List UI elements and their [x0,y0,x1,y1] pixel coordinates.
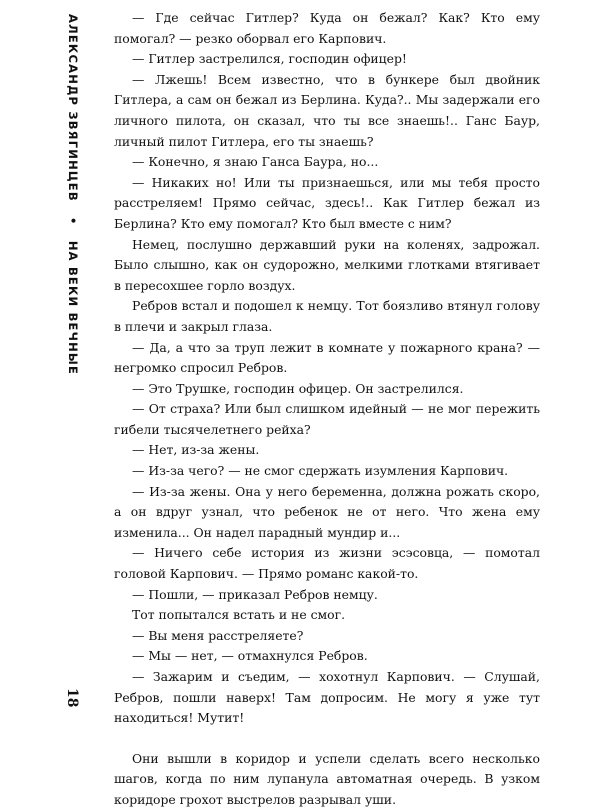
paragraph: — Конечно, я знаю Ганса Баура, но... [132,154,379,170]
paragraph: — Гитлер застрелился, господин офицер! [132,51,407,67]
running-head-title: НА ВЕКИ ВЕЧНЫЕ [66,240,80,376]
paragraph: — Никаких но! Или ты признаешься, или мы тебя просто расстреляем! Прямо сейчас, здесь!.. Как Гитлер бежал из Берлина? Кто ему помогал? Кто был вместе с ним? [114,174,540,231]
paragraph: — От страха? Или был слишком идейный — не мог пережить гибели тысячелетнего рейха? [114,401,540,437]
paragraph: — Да, а что за труп лежит в комнате у пожарного крана? — негромко спросил Ребров. [114,339,540,376]
paragraph: — Где сейчас Гитлер? Куда он бежал? Как? Кто ему помогал? — резко оборвал его Карпович. [114,10,540,46]
paragraph: — Вы меня расстреляете? [132,627,304,643]
paragraph: Тот попытался встать и не смог. [132,607,346,623]
paragraph: — Нет, из-за жены. [132,442,260,458]
paragraph: Немец, послушно державший руки на коленях, задрожал. Было слышно, как он судорожно, мелкими глотками втягивает в пересохшее горло воздух. [114,236,540,293]
body-text [114,8,540,811]
running-head [66,14,80,375]
paragraph: — Из-за чего? — не смог сдержать изумления Карпович. [132,463,509,479]
paragraph: — Мы — нет, — отмахнулся Ребров. [132,648,368,664]
paragraph: — Зажарим и съедим, — хохотнул Карпович. — Слушай, Ребров, пошли наверх! Там допросим. Не могу я уже тут находиться! Мутит! [114,669,540,726]
running-head-separator: • [66,217,80,226]
paragraph: — Из-за жены. Она у него беременна, должна рожать скоро, а он вдруг узнал, что ребенок не от него. Что жена ему изменила... Он надел парадный мундир и... [114,483,540,540]
paragraph: — Лжешь! Всем известно, что в бункере был двойник Гитлера, а сам он бежал из Берлина. Куда?.. Мы задержали его личного пилота, он сказал, что ты все знаешь!.. Ганс Баур, личный пилот Гитлера, его ты знаешь? [114,71,540,149]
paragraph: — Это Трушке, господин офицер. Он застрелился. [132,380,464,396]
running-head-author: АЛЕКСАНДР ЗВЯГИНЦЕВ [66,14,80,202]
paragraph: Они вышли в коридор и успели сделать всего несколько шагов, когда по ним лупанула автоматная очередь. В узком коридоре грохот выстрелов разрывал уши. [114,750,540,807]
page-number: 18 [64,688,80,708]
paragraph: — Пошли, — приказал Ребров немцу. [132,586,378,602]
paragraph: — Ничего себе история из жизни эсэсовца, — помотал головой Карпович. — Прямо романс какой-то. [114,545,540,582]
paragraph: Ребров встал и подошел к немцу. Тот боязливо втянул голову в плечи и закрыл глаза. [114,298,540,334]
